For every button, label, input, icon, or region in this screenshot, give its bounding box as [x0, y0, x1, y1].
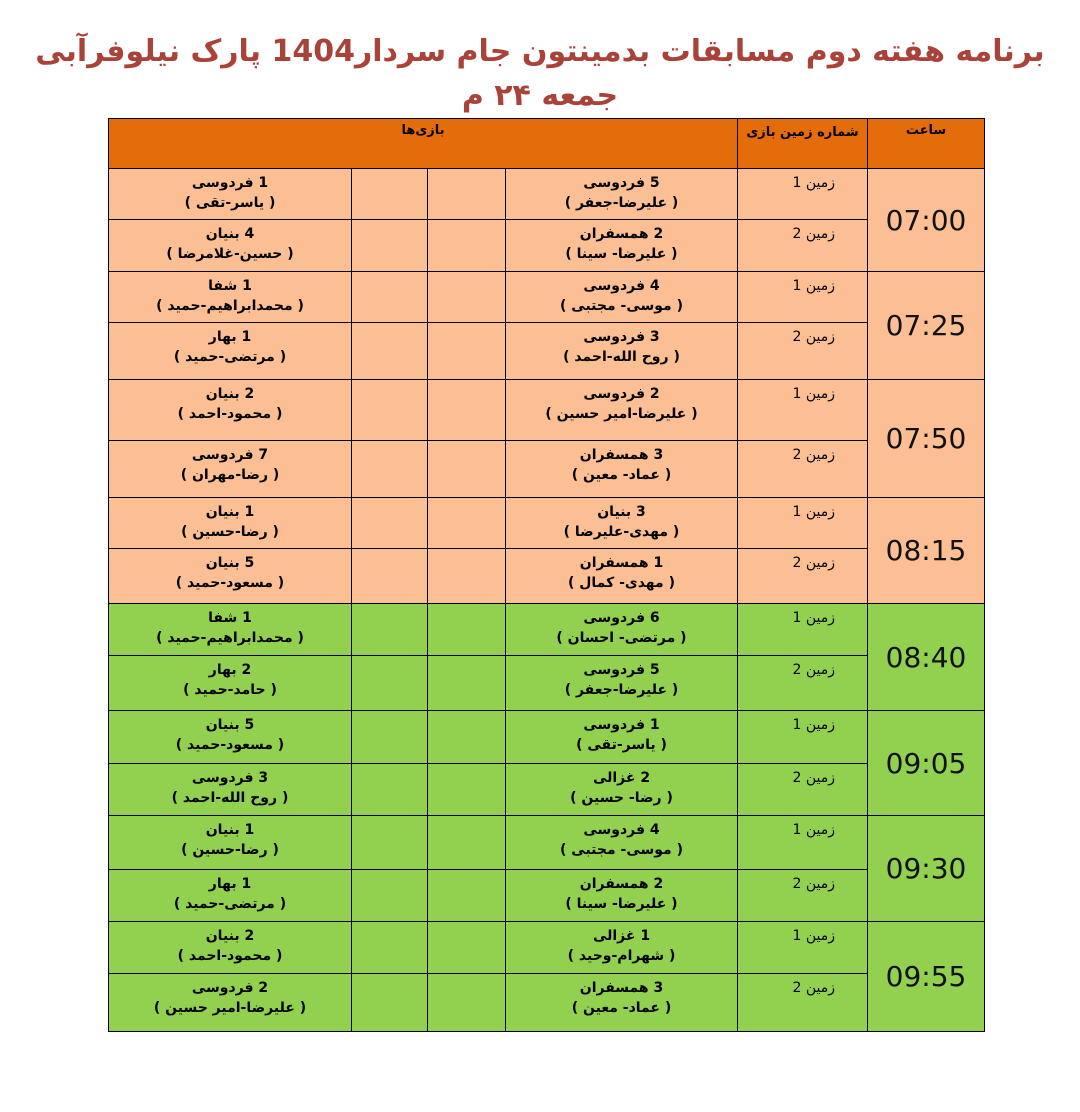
field-cell: زمین 1 [738, 816, 868, 870]
match-row [109, 498, 985, 549]
time-cell: 09:05 [868, 711, 985, 816]
team-cell [506, 220, 738, 272]
score-cell [428, 656, 506, 711]
team-cell [109, 922, 352, 974]
team-cell [506, 974, 738, 1032]
team-players: ( محمدابراهیم-حمید ) [156, 630, 304, 646]
match-row [109, 272, 985, 323]
match-row [109, 816, 985, 870]
field-cell: زمین 1 [738, 604, 868, 656]
score-cell [352, 816, 428, 870]
score-cell [428, 220, 506, 272]
team-cell [506, 498, 738, 549]
field-cell: زمین 2 [738, 549, 868, 604]
score-cell [428, 272, 506, 323]
score-cell [428, 549, 506, 604]
team-name: 1 شفا [208, 278, 252, 294]
team-name: 3 بنیان [597, 504, 646, 520]
team-name: 2 بنیان [205, 928, 255, 944]
team-name: 2 همسفران [579, 226, 664, 242]
team-name: 2 غزالی [592, 770, 651, 786]
score-cell [352, 764, 428, 816]
team-name: 2 بهار [208, 662, 252, 678]
team-cell [506, 816, 738, 870]
time-cell: 08:40 [868, 604, 985, 711]
team-cell [109, 549, 352, 604]
score-cell [428, 711, 506, 764]
team-cell [109, 656, 352, 711]
time-cell: 09:30 [868, 816, 985, 922]
score-cell [352, 974, 428, 1032]
team-players: ( مسعود-حمید ) [175, 737, 285, 753]
team-players: ( علیرضا-امیر حسین ) [545, 406, 698, 422]
team-players: ( رضا-حسین ) [181, 524, 279, 540]
field-cell: زمین 2 [738, 764, 868, 816]
time-cell: 09:55 [868, 922, 985, 1032]
team-cell [109, 604, 352, 656]
team-players: ( علیرضا-جعفر ) [564, 195, 679, 211]
score-cell [352, 656, 428, 711]
match-row [109, 323, 985, 380]
team-cell [109, 169, 352, 220]
team-cell [506, 380, 738, 441]
score-cell [428, 974, 506, 1032]
field-cell: زمین 2 [738, 974, 868, 1032]
team-cell [109, 870, 352, 922]
match-row [109, 922, 985, 974]
time-cell: 07:50 [868, 380, 985, 498]
score-cell [428, 816, 506, 870]
team-name: 2 همسفران [579, 876, 664, 892]
team-name: 2 بنیان [205, 386, 255, 402]
match-row [109, 604, 985, 656]
team-players: ( علیرضا- سینا ) [565, 246, 678, 262]
match-row [109, 220, 985, 272]
field-cell: زمین 1 [738, 711, 868, 764]
team-players: ( مهدی- کمال ) [568, 575, 675, 591]
team-name: 5 فردوسی [583, 175, 660, 191]
header-matches: بازی‌ها [109, 119, 738, 169]
team-cell [506, 604, 738, 656]
team-players: ( موسی- مجتبی ) [560, 842, 683, 858]
team-name: 1 شفا [208, 610, 252, 626]
team-players: ( رضا-حسین ) [181, 842, 279, 858]
field-cell: زمین 2 [738, 323, 868, 380]
team-players: ( حسین-غلامرضا ) [166, 246, 294, 262]
field-cell: زمین 2 [738, 870, 868, 922]
score-cell [352, 604, 428, 656]
team-name: 7 فردوسی [191, 447, 269, 463]
team-cell [506, 764, 738, 816]
score-cell [352, 498, 428, 549]
team-players: ( موسی- مجتبی ) [560, 298, 683, 314]
field-cell: زمین 2 [738, 441, 868, 498]
score-cell [352, 441, 428, 498]
score-cell [352, 870, 428, 922]
score-cell [428, 323, 506, 380]
team-players: ( محمدابراهیم-حمید ) [156, 298, 304, 314]
score-cell [428, 870, 506, 922]
team-players: ( مهدی-علیرضا ) [563, 524, 680, 540]
score-cell [428, 498, 506, 549]
field-cell: زمین 2 [738, 220, 868, 272]
team-name: 1 بنیان [205, 822, 255, 838]
team-players: ( رضا-مهران ) [180, 467, 280, 483]
team-name: 3 فردوسی [191, 770, 269, 786]
team-cell [506, 656, 738, 711]
team-name: 1 بهار [208, 876, 252, 892]
team-players: ( روح الله-احمد ) [171, 790, 289, 806]
team-name: 5 بنیان [205, 717, 255, 733]
score-cell [428, 764, 506, 816]
team-name: 4 بنیان [205, 226, 255, 242]
team-name: 4 فردوسی [583, 278, 660, 294]
team-players: ( علیرضا-امیر حسین ) [153, 1000, 307, 1016]
team-players: ( محمود-احمد ) [177, 948, 283, 964]
team-cell [109, 816, 352, 870]
score-cell [352, 323, 428, 380]
team-players: ( یاسر-تقی ) [576, 737, 667, 753]
score-cell [352, 380, 428, 441]
score-cell [428, 604, 506, 656]
team-name: 3 همسفران [579, 980, 664, 996]
team-name: 3 همسفران [579, 447, 664, 463]
match-row [109, 169, 985, 220]
match-row [109, 764, 985, 816]
score-cell [352, 922, 428, 974]
team-name: 6 فردوسی [583, 610, 660, 626]
page-subtitle-date: جمعه ۲۴ م [461, 78, 619, 113]
score-cell [352, 549, 428, 604]
team-name: 5 فردوسی [583, 662, 660, 678]
match-row [109, 656, 985, 711]
team-players: ( مرتضی-حمید ) [173, 349, 287, 365]
page-title: برنامه هفته دوم مسابقات بدمینتون جام سردار1404 پارک نیلوفرآبی [35, 34, 1045, 69]
team-cell [506, 549, 738, 604]
score-cell [352, 169, 428, 220]
team-name: 3 فردوسی [583, 329, 660, 345]
team-cell [109, 380, 352, 441]
team-cell [506, 169, 738, 220]
team-players: ( مرتضی-حمید ) [173, 896, 287, 912]
team-name: 1 بهار [208, 329, 252, 345]
score-cell [428, 922, 506, 974]
team-players: ( یاسر-تقی ) [184, 195, 276, 211]
match-row [109, 974, 985, 1032]
team-players: ( شهرام-وحید ) [567, 948, 676, 964]
team-name: 4 فردوسی [583, 822, 660, 838]
team-name: 1 همسفران [579, 555, 664, 571]
team-players: ( علیرضا- سینا ) [565, 896, 678, 912]
time-cell: 07:25 [868, 272, 985, 380]
team-players: ( روح الله-احمد ) [563, 349, 680, 365]
score-cell [428, 380, 506, 441]
team-players: ( مسعود-حمید ) [175, 575, 285, 591]
header-field: شماره زمین بازی [738, 119, 868, 169]
schedule-table [108, 118, 985, 1032]
team-cell [109, 974, 352, 1032]
team-name: 1 بنیان [205, 504, 255, 520]
team-name: 1 فردوسی [191, 175, 269, 191]
team-name: 1 غزالی [592, 928, 651, 944]
team-players: ( حامد-حمید ) [183, 682, 277, 698]
team-name: 2 فردوسی [583, 386, 660, 402]
match-row [109, 711, 985, 764]
team-cell [109, 220, 352, 272]
field-cell: زمین 1 [738, 169, 868, 220]
match-row [109, 870, 985, 922]
match-row [109, 549, 985, 604]
score-cell [352, 272, 428, 323]
score-cell [352, 220, 428, 272]
field-cell: زمین 1 [738, 498, 868, 549]
team-cell [109, 272, 352, 323]
team-cell [109, 323, 352, 380]
schedule-body [109, 169, 985, 1032]
team-cell [109, 498, 352, 549]
team-players: ( عماد- معین ) [571, 1000, 672, 1016]
score-cell [428, 169, 506, 220]
team-cell [109, 764, 352, 816]
team-cell [506, 272, 738, 323]
team-cell [506, 711, 738, 764]
team-players: ( رضا- حسین ) [570, 790, 673, 806]
time-cell: 07:00 [868, 169, 985, 272]
match-row [109, 441, 985, 498]
time-cell: 08:15 [868, 498, 985, 604]
header-time: ساعت [868, 119, 985, 169]
team-cell [506, 870, 738, 922]
team-players: ( مرتضی- احسان ) [556, 630, 687, 646]
field-cell: زمین 1 [738, 922, 868, 974]
score-cell [428, 441, 506, 498]
team-name: 2 فردوسی [191, 980, 269, 996]
team-players: ( محمود-احمد ) [177, 406, 283, 422]
team-cell [109, 441, 352, 498]
field-cell: زمین 2 [738, 656, 868, 711]
team-cell [506, 922, 738, 974]
field-cell: زمین 1 [738, 272, 868, 323]
team-players: ( علیرضا-جعفر ) [564, 682, 679, 698]
team-players: ( عماد- معین ) [571, 467, 672, 483]
team-cell [506, 441, 738, 498]
team-cell [109, 711, 352, 764]
team-cell [506, 323, 738, 380]
match-row [109, 380, 985, 441]
score-cell [352, 711, 428, 764]
field-cell: زمین 1 [738, 380, 868, 441]
team-name: 5 بنیان [205, 555, 255, 571]
team-name: 1 فردوسی [583, 717, 660, 733]
